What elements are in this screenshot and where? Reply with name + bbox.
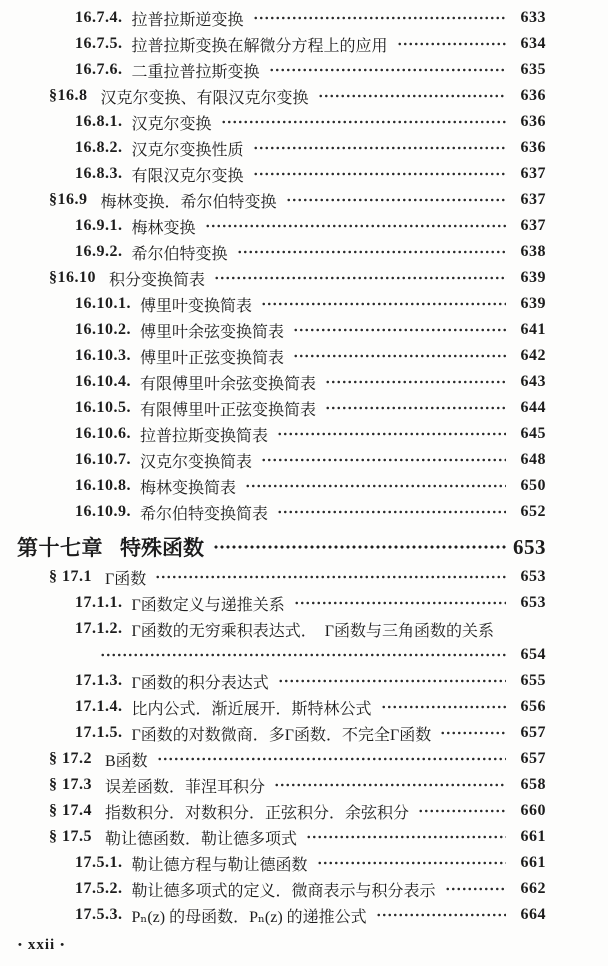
dot-leader [325,369,506,395]
entry-title: 梅林变换．希尔伯特变换 [100,193,277,211]
dot-leader [221,109,506,135]
entry-page: 633 [520,9,546,26]
entry-number: §16.10 [49,269,96,286]
dot-leader [213,534,506,560]
entry-page: 645 [520,425,546,442]
entry-page: 636 [520,113,546,130]
entry-page: 652 [520,503,546,520]
entry-number: § 17.5 [49,828,92,845]
toc-entry [0,57,608,83]
entry-title: 梅林变换简表 [140,479,237,497]
entry-page: 661 [520,854,546,871]
toc-entry [0,590,608,616]
entry-number: § 17.2 [49,750,92,767]
dot-leader [261,291,506,317]
dot-leader [445,876,506,902]
toc-entry [0,746,608,772]
entry-title: 傅里叶正弦变换简表 [140,349,285,367]
entry-page: 639 [520,295,546,312]
entry-page: 657 [520,724,546,741]
entry-page: 660 [520,802,546,819]
entry-number: 16.8.1. [75,113,123,130]
entry-number: 16.10.1. [75,295,131,312]
entry-title: Γ函数定义与递推关系 [131,596,285,614]
dot-leader [376,902,506,928]
entry-page: 658 [520,776,546,793]
entry-title: Pₙ(z) 的母函数．Pₙ(z) 的递推公式 [131,908,367,926]
toc-entry [0,31,608,57]
dot-leader [205,213,506,239]
entry-page: 653 [513,534,546,559]
dot-leader [237,239,506,265]
entry-page: 648 [520,451,546,468]
entry-title: 指数积分．对数积分．正弦积分．余弦积分 [105,804,410,822]
entry-number: 17.1.4. [75,698,123,715]
toc-entry [0,5,608,31]
entry-number: 16.10.7. [75,451,131,468]
dot-leader [294,590,506,616]
dot-leader [253,5,506,31]
dot-leader [277,499,506,525]
entry-page: 661 [520,828,546,845]
entry-number: 16.10.4. [75,373,131,390]
entry-title: 拉普拉斯逆变换 [131,11,244,29]
toc-entry [0,291,608,317]
entry-number: 16.10.3. [75,347,131,364]
dot-leader [503,616,515,642]
entry-title: 比内公式．渐近展开．斯特林公式 [131,700,372,718]
toc-entry [0,564,608,590]
dot-leader [253,161,506,187]
entry-number: 16.9.2. [75,243,123,260]
toc-list [0,5,608,928]
dot-leader [261,447,506,473]
entry-number: 17.1.1. [75,594,123,611]
toc-entry [0,772,608,798]
dot-leader [269,57,506,83]
toc-entry [0,902,608,928]
entry-number: 17.5.3. [75,906,123,923]
entry-number: § 17.3 [49,776,92,793]
toc-entry [0,530,608,564]
dot-leader [100,642,506,668]
entry-title: 汉克尔变换、有限汉克尔变换 [100,89,309,107]
entry-number: 16.10.2. [75,321,131,338]
toc-entry [0,720,608,746]
footer-page-label: xxii [27,937,56,953]
entry-title: B函数 [105,752,148,770]
dot-leader [286,187,506,213]
entry-title: 汉克尔变换简表 [140,453,253,471]
entry-number: 16.10.5. [75,399,131,416]
dot-leader [277,421,506,447]
toc-entry [0,213,608,239]
entry-page: 637 [520,217,546,234]
toc-entry [0,135,608,161]
entry-page: 644 [520,399,546,416]
entry-page: 655 [520,672,546,689]
dot-leader [245,473,506,499]
entry-number: § 17.4 [49,802,92,819]
entry-page: 657 [520,750,546,767]
entry-number: 16.8.2. [75,139,123,156]
entry-page: 653 [520,594,546,611]
entry-page: 639 [520,269,546,286]
toc-entry [0,824,608,850]
entry-number: 第十七章 [17,536,103,560]
entry-title: Γ函数的积分表达式 [131,674,269,692]
toc-entry [0,369,608,395]
toc-entry [0,447,608,473]
dot-leader [306,824,506,850]
entry-title: 二重拉普拉斯变换 [131,63,260,81]
toc-entry [0,473,608,499]
toc-entry [0,499,608,525]
entry-number: 16.10.8. [75,477,131,494]
entry-title: 汉克尔变换性质 [131,141,244,159]
entry-number: 16.10.6. [75,425,131,442]
dot-leader [397,31,506,57]
entry-page: 635 [520,61,546,78]
entry-number: 16.10.9. [75,503,131,520]
footer-left-dot: • [18,939,23,951]
dot-leader [293,343,506,369]
entry-title: 误差函数．菲涅耳积分 [105,778,266,796]
dot-leader [325,395,506,421]
entry-page: 637 [520,165,546,182]
entry-page: 641 [520,321,546,338]
toc-entry [0,668,608,694]
toc-entry [0,343,608,369]
page-footer [13,937,70,954]
entry-title: 特殊函数 [120,536,204,560]
toc-entry [0,642,608,668]
dot-leader [381,694,506,720]
entry-number: §16.9 [49,191,88,208]
entry-title: 拉普拉斯变换在解微分方程上的应用 [131,37,388,55]
entry-page: 642 [520,347,546,364]
entry-page: 662 [520,880,546,897]
toc-entry [0,109,608,135]
dot-leader [157,746,506,772]
entry-page: 653 [520,568,546,585]
entry-title: 有限傅里叶余弦变换简表 [140,375,317,393]
entry-page: 638 [520,243,546,260]
dot-leader [293,317,506,343]
entry-title: 有限傅里叶正弦变换简表 [140,401,317,419]
entry-number: 16.9.1. [75,217,123,234]
entry-number: 16.8.3. [75,165,123,182]
entry-page: 664 [520,906,546,923]
entry-title: 勒让德函数．勒让德多项式 [105,830,298,848]
toc-entry [0,239,608,265]
entry-title: 勒让德多项式的定义．微商表示与积分表示 [131,882,436,900]
entry-title: Γ函数 [105,570,147,588]
entry-title: Γ函数的对数微商．多Γ函数．不完全Γ函数 [131,726,432,744]
dot-leader [418,798,506,824]
entry-title: 梅林变换 [131,219,196,237]
dot-leader [253,135,506,161]
dot-leader [214,265,506,291]
entry-number: 17.1.2. [75,620,123,637]
toc-entry [0,421,608,447]
toc-entry [0,161,608,187]
entry-title: 拉普拉斯变换简表 [140,427,269,445]
entry-page: 636 [520,139,546,156]
entry-title: 积分变换简表 [109,271,206,289]
entry-page: 637 [520,191,546,208]
toc-entry [0,798,608,824]
toc-entry [0,876,608,902]
dot-leader [155,564,506,590]
toc-entry [0,694,608,720]
dot-leader [274,772,506,798]
entry-title: 希尔伯特变换简表 [140,505,269,523]
entry-title: 勒让德方程与勒让德函数 [131,856,308,874]
footer-right-dot: • [60,939,66,951]
toc-entry [0,265,608,291]
dot-leader [318,83,506,109]
dot-leader [440,720,506,746]
toc-entry [0,83,608,109]
toc-entry [0,317,608,343]
toc-entry [0,616,608,642]
entry-number: 17.1.3. [75,672,123,689]
toc-entry [0,395,608,421]
entry-title: 汉克尔变换 [131,115,212,133]
entry-number: 16.7.5. [75,35,123,52]
entry-number: 16.7.6. [75,61,123,78]
entry-number: § 17.1 [49,568,92,585]
entry-page: 634 [520,35,546,52]
dot-leader [278,668,506,694]
entry-page: 643 [520,373,546,390]
entry-page: 654 [520,646,546,663]
entry-title: 傅里叶变换简表 [140,297,253,315]
entry-title: 有限汉克尔变换 [131,167,244,185]
entry-number: 16.7.4. [75,9,123,26]
entry-page: 656 [520,698,546,715]
entry-number: §16.8 [49,87,88,104]
entry-title: 傅里叶余弦变换简表 [140,323,285,341]
entry-page: 636 [520,87,546,104]
toc-entry [0,850,608,876]
toc-entry [0,187,608,213]
entry-page: 650 [520,477,546,494]
entry-title: 希尔伯特变换 [131,245,228,263]
dot-leader [317,850,506,876]
entry-number: 17.5.1. [75,854,123,871]
entry-number: 17.1.5. [75,724,123,741]
entry-number: 17.5.2. [75,880,123,897]
entry-title: Γ函数的无穷乘积表达式． Γ函数与三角函数的关系 [131,622,495,640]
